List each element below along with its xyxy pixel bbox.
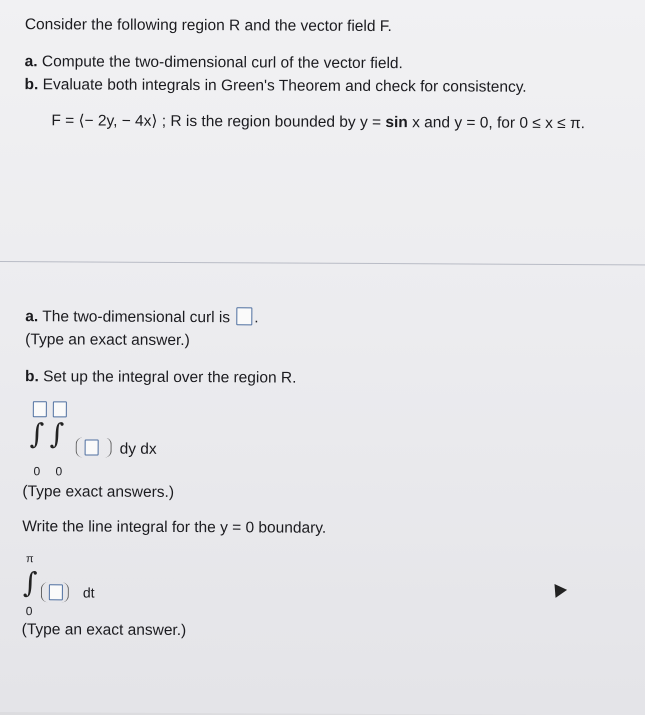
- curl-answer-input[interactable]: [236, 307, 252, 325]
- outer-integral-sign: ∫: [29, 417, 45, 451]
- answer-b-hint: (Type exact answers.): [22, 483, 175, 501]
- line-integral-differential: dt: [82, 584, 95, 601]
- line-integral-sign: ∫: [22, 566, 38, 600]
- inner-upper-limit-input[interactable]: [53, 401, 67, 417]
- double-integrand-input[interactable]: [85, 439, 99, 455]
- answer-a-prompt: a. The two-dimensional curl is: [25, 308, 231, 327]
- answer-b-prompt: b. Set up the integral over the region R.: [24, 368, 297, 387]
- line-hint: (Type an exact answer.): [21, 621, 187, 640]
- line-integrand-input[interactable]: [49, 584, 63, 600]
- line-lower-limit: 0: [25, 604, 33, 619]
- line-integral-prompt: Write the line integral for the y = 0 boundary.: [22, 518, 327, 537]
- line-upper-limit: π: [26, 553, 34, 566]
- answer-a-hint: (Type an exact answer.): [25, 331, 190, 350]
- double-integral-differential: dy dx: [119, 440, 157, 458]
- part-b-instruction: b. Evaluate both integrals in Green's Theorem and check for consistency.: [24, 76, 527, 96]
- answer-a-period: .: [254, 309, 259, 327]
- outer-lower-limit: 0: [33, 464, 41, 479]
- field-definition: F = ⟨− 2y, − 4x⟩ ; R is the region bounded by y = sin x and y = 0, for 0 ≤ x ≤ π.: [51, 112, 586, 133]
- question-intro: Consider the following region R and the vector field F.: [24, 16, 392, 36]
- part-a-instruction: a. Compute the two-dimensional curl of the vector field.: [24, 53, 403, 73]
- outer-upper-limit-input[interactable]: [33, 401, 47, 417]
- inner-lower-limit: 0: [55, 464, 63, 479]
- mouse-pointer-icon: [549, 580, 567, 598]
- inner-integral-sign: ∫: [49, 417, 65, 451]
- section-divider: [0, 261, 645, 265]
